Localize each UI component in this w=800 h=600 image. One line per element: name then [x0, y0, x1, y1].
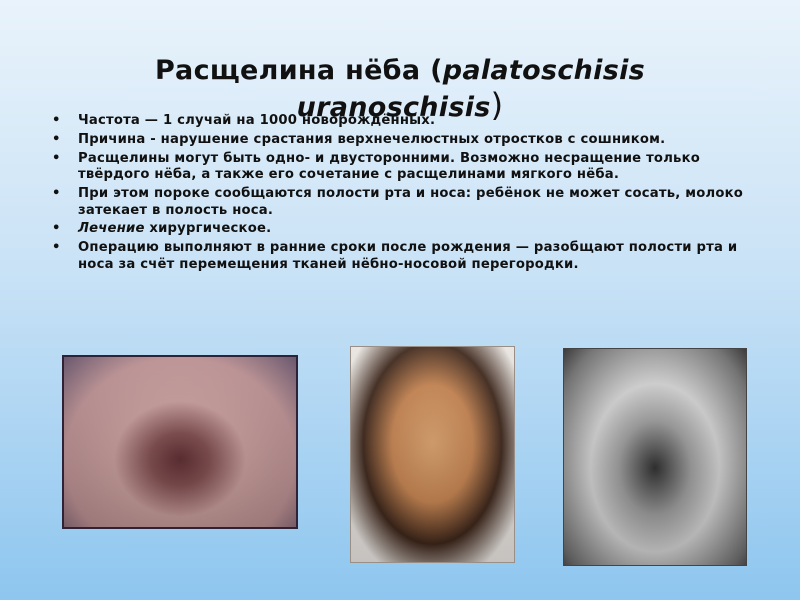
title-latin-2: uranoschisis	[296, 92, 491, 124]
photo-child-open-mouth	[350, 346, 515, 563]
bullet-dot: •	[52, 131, 61, 147]
title-close-paren: )	[490, 86, 504, 125]
title-open-paren: (	[430, 55, 443, 87]
bullet-text: Расщелины могут быть одно- и двусторонними. Возможно несращение только твёрдого нёба, а также его сочетание с расщелинами мягкого нёба.	[78, 150, 701, 183]
bullet-item	[52, 132, 752, 148]
bullet-text: хирургическое.	[144, 221, 272, 237]
photo-cleft-closeup	[62, 355, 298, 529]
bullet-text: Причина - нарушение срастания верхнечелюстных отростков с сошником.	[78, 131, 666, 147]
bullet-item	[52, 113, 752, 129]
bullet-list	[52, 113, 752, 276]
photo-infant-bw	[563, 348, 747, 566]
bullet-text: Частота — 1 случай на 1000 новорождённых.	[78, 113, 436, 128]
bullet-item	[52, 151, 752, 184]
bullet-dot: •	[52, 186, 61, 202]
bullet-text: При этом пороке сообщаются полости рта и носа: ребёнок не может сосать, молоко затекает в полость носа.	[78, 186, 744, 218]
title-latin-1: palatoschisis	[442, 55, 646, 87]
bullet-item	[52, 221, 752, 237]
bullet-dot: •	[52, 113, 61, 128]
bullet-item	[52, 240, 752, 273]
bullet-dot: •	[52, 221, 61, 237]
photo-shade	[351, 347, 514, 562]
bullet-dot: •	[52, 150, 61, 166]
bullet-text: Операцию выполняют в ранние сроки после рождения — разобщают полости рта и носа за счёт перемещения тканей нёбно-носовой перегородки.	[78, 240, 738, 272]
bullet-dot: •	[52, 240, 61, 256]
title-main: Расщелина нёба	[154, 55, 431, 87]
bullet-item	[52, 186, 752, 219]
photo-shade	[64, 357, 296, 527]
bullet-text-italic: Лечение	[78, 221, 145, 237]
photo-shade	[564, 349, 746, 565]
